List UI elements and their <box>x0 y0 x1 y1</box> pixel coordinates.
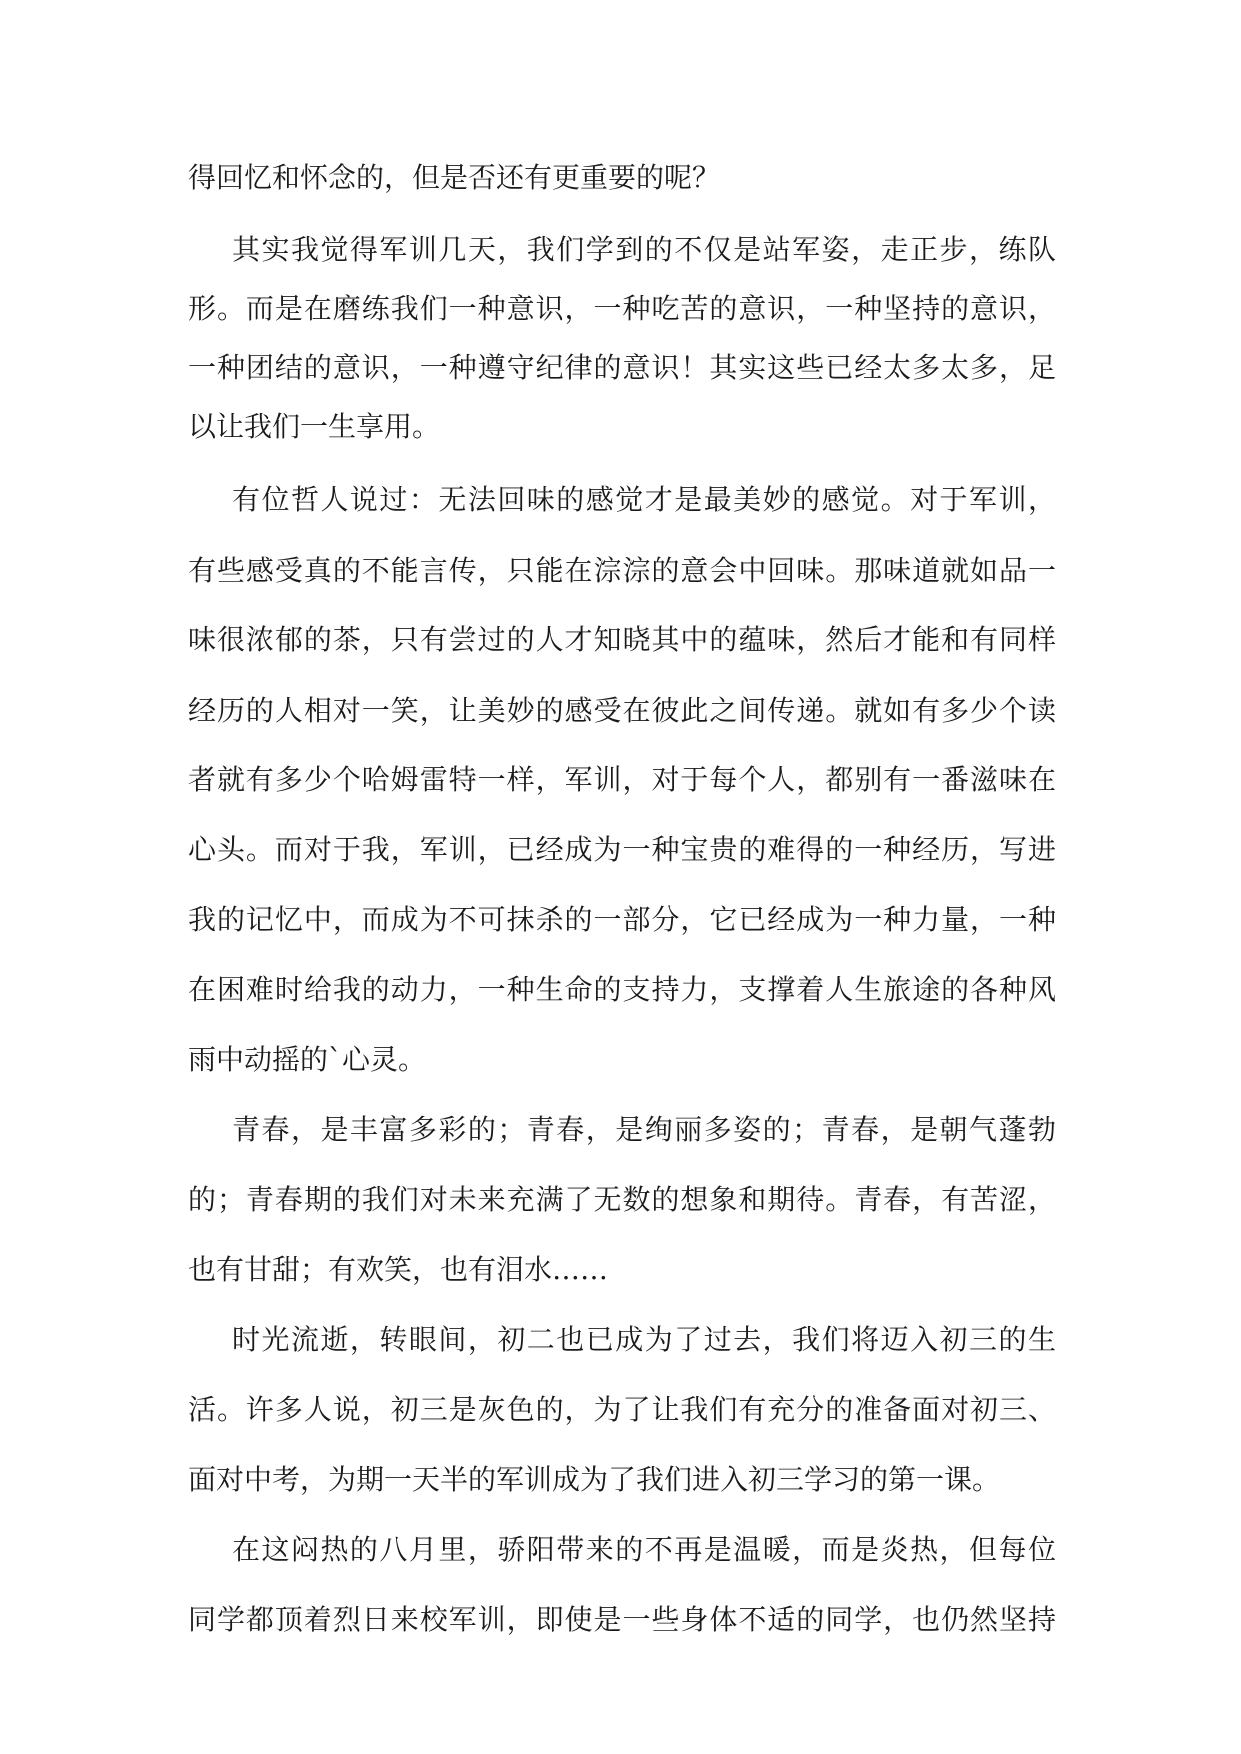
text-line: 有位哲人说过：无法回味的感觉才是最美妙的感觉。对于军训， <box>232 483 1056 516</box>
text-line: 味很浓郁的茶，只有尝过的人才知晓其中的蕴味，然后才能和有同样 <box>188 623 1056 656</box>
text-line: 同学都顶着烈日来校军训，即使是一些身体不适的同学，也仍然坚持 <box>188 1603 1056 1636</box>
text-line: 也有甘甜；有欢笑，也有泪水…… <box>188 1253 609 1286</box>
text-line: 面对中考，为期一天半的军训成为了我们进入初三学习的第一课。 <box>188 1463 1001 1496</box>
text-line: 其实我觉得军训几天，我们学到的不仅是站军姿，走正步，练队 <box>232 233 1056 266</box>
text-line: 雨中动摇的`心灵。 <box>188 1043 427 1076</box>
text-line: 青春，是丰富多彩的；青春，是绚丽多姿的；青春，是朝气蓬勃 <box>232 1113 1056 1146</box>
text-line: 有些感受真的不能言传，只能在淙淙的意会中回味。那味道就如品一 <box>188 554 1056 587</box>
text-line: 我的记忆中，而成为不可抹杀的一部分，它已经成为一种力量，一种 <box>188 903 1056 936</box>
text-line: 在困难时给我的动力，一种生命的支持力，支撑着人生旅途的各种风 <box>188 973 1056 1006</box>
text-line: 的；青春期的我们对未来充满了无数的想象和期待。青春，有苦涩， <box>188 1183 1056 1216</box>
text-line: 心头。而对于我，军训，已经成为一种宝贵的难得的一种经历，写进 <box>188 833 1056 866</box>
text-line: 得回忆和怀念的，但是否还有更重要的呢？ <box>188 161 721 194</box>
text-line: 者就有多少个哈姆雷特一样，军训，对于每个人，都别有一番滋味在 <box>188 763 1056 796</box>
text-line: 在这闷热的八月里，骄阳带来的不再是温暖，而是炎热，但每位 <box>232 1533 1056 1566</box>
text-line: 经历的人相对一笑，让美妙的感受在彼此之间传递。就如有多少个读 <box>188 694 1056 727</box>
text-line: 活。许多人说，初三是灰色的，为了让我们有充分的准备面对初三、 <box>188 1393 1056 1426</box>
text-line: 一种团结的意识，一种遵守纪律的意识！其实这些已经太多太多，足 <box>188 351 1056 384</box>
text-line: 形。而是在磨练我们一种意识，一种吃苦的意识，一种坚持的意识， <box>188 292 1056 325</box>
text-line: 以让我们一生享用。 <box>188 410 441 443</box>
text-line: 时光流逝，转眼间，初二也已成为了过去，我们将迈入初三的生 <box>232 1323 1056 1356</box>
